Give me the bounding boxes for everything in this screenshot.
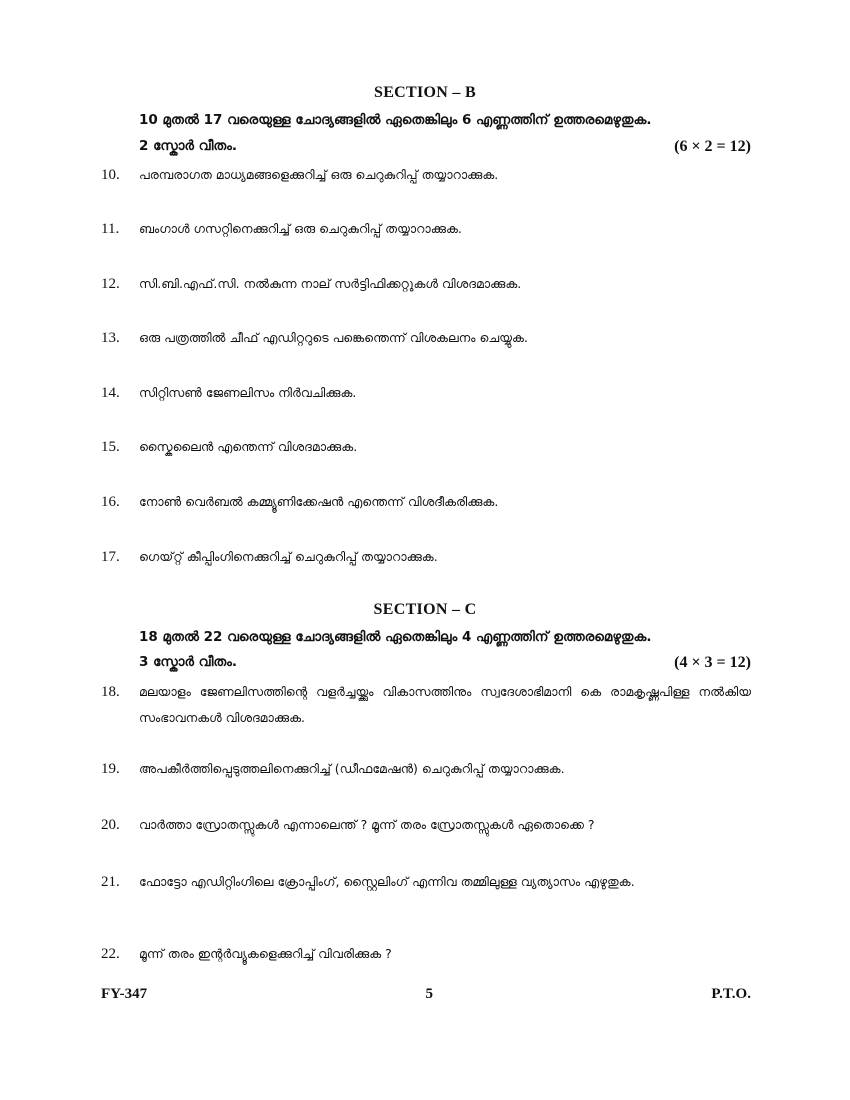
page-footer	[101, 986, 751, 1003]
question-text: സിറ്റിസൺ ജേണലിസം നിർവചിക്കുക.	[139, 385, 357, 400]
question-text: നോൺ വെർബൽ കമ്മ്യൂണിക്കേഷൻ എന്തെന്ന് വിശദീകരിക്കുക.	[139, 494, 499, 509]
question-number: 22.	[101, 946, 120, 962]
question-13	[101, 325, 751, 351]
question-text: അപകീർത്തിപ്പെടുത്തലിനെക്കുറിച്ച് (ഡീഫമേഷൻ) ചെറുകുറിപ്പ് തയ്യാറാക്കുക.	[139, 761, 565, 776]
question-21	[101, 869, 751, 895]
question-14	[101, 380, 751, 406]
question-number: 14.	[101, 385, 120, 401]
question-10	[101, 162, 751, 188]
section-b-marks-row	[139, 138, 751, 156]
question-number: 11.	[101, 221, 120, 237]
question-number: 12.	[101, 276, 120, 292]
question-16	[101, 489, 751, 515]
question-number: 15.	[101, 439, 120, 455]
question-19	[101, 756, 751, 782]
question-number: 16.	[101, 494, 120, 510]
page-number: 5	[425, 986, 433, 1002]
question-text: ഗെയ്റ്റ് കീപ്പിംഗിനെക്കുറിച്ച് ചെറുകുറിപ്പ് തയ്യാറാക്കുക.	[139, 549, 438, 564]
question-20	[101, 812, 751, 838]
question-22	[101, 941, 751, 967]
question-text: പരമ്പരാഗത മാധ്യമങ്ങളെക്കുറിച്ച് ഒരു ചെറുകുറിപ്പ് തയ്യാറാക്കുക.	[139, 167, 499, 182]
question-number: 10.	[101, 167, 120, 183]
question-11	[101, 216, 751, 242]
section-b-instruction: 10 മുതൽ 17 വരെയുള്ള ചോദ്യങ്ങളിൽ ഏതെങ്കിലും 6 എണ്ണത്തിന് ഉത്തരമെഴുതുക.	[139, 112, 652, 128]
question-text: സ്കൈലൈൻ എന്തെന്ന് വിശദമാക്കുക.	[139, 439, 358, 454]
question-number: 13.	[101, 330, 120, 346]
question-text: മൂന്ന് തരം ഇന്റർവ്യൂകളെക്കുറിച്ച് വിവരിക്കുക ?	[139, 946, 392, 961]
question-text: വാർത്താ സ്രോതസ്സുകൾ എന്നാലെന്ത് ? മൂന്ന് തരം സ്രോതസ്സുകൾ ഏതൊക്കെ ?	[139, 817, 595, 832]
section-c-marks-each: 3 സ്കോർ വീതം.	[139, 654, 238, 670]
question-text: മലയാളം ജേണലിസത്തിന്റെ വളർച്ചയ്ക്കും വികാസത്തിനും സ്വദേശാഭിമാനി കെ രാമകൃഷ്ണപിള്ള നൽകിയ സംഭാവനകൾ വിശദമാക്കുക.	[139, 684, 751, 725]
section-c-title: SECTION – C	[373, 601, 477, 618]
question-number: 20.	[101, 817, 120, 833]
question-number: 18.	[101, 684, 120, 700]
section-b-title: SECTION – B	[374, 84, 476, 101]
question-text: ബംഗാൾ ഗസറ്റിനെക്കുറിച്ച് ഒരു ചെറുകുറിപ്പ് തയ്യാറാക്കുക.	[139, 221, 462, 236]
question-number: 21.	[101, 874, 120, 890]
question-number: 19.	[101, 761, 120, 777]
section-b-marks-total: (6 × 2 = 12)	[674, 138, 751, 155]
question-15	[101, 434, 751, 460]
question-12	[101, 271, 751, 297]
section-c-marks-row	[139, 654, 751, 672]
question-18	[101, 679, 751, 731]
section-c-marks-total: (4 × 3 = 12)	[674, 654, 751, 671]
section-c-instruction: 18 മുതൽ 22 വരെയുള്ള ചോദ്യങ്ങളിൽ ഏതെങ്കിലും 4 എണ്ണത്തിന് ഉത്തരമെഴുതുക.	[139, 629, 652, 645]
question-text: ഒരു പത്രത്തിൽ ചീഫ് എഡിറ്ററുടെ പങ്കെന്തെന്ന് വിശകലനം ചെയ്യുക.	[139, 330, 528, 345]
question-number: 17.	[101, 549, 120, 565]
question-text: ഫോട്ടോ എഡിറ്റിംഗിലെ ക്രോപ്പിംഗ്, സ്റ്റൈലിംഗ് എന്നിവ തമ്മിലുള്ള വ്യത്യാസം എഴുതുക.	[139, 874, 635, 889]
question-17	[101, 544, 751, 570]
paper-code: FY-347	[101, 986, 148, 1002]
question-text: സി.ബി.എഫ്.സി. നൽകുന്ന നാല് സർട്ടിഫിക്കറ്റുകൾ വിശദമാക്കുക.	[139, 276, 522, 291]
section-b-marks-each: 2 സ്കോർ വീതം.	[139, 138, 238, 154]
please-turn-over: P.T.O.	[711, 986, 751, 1002]
